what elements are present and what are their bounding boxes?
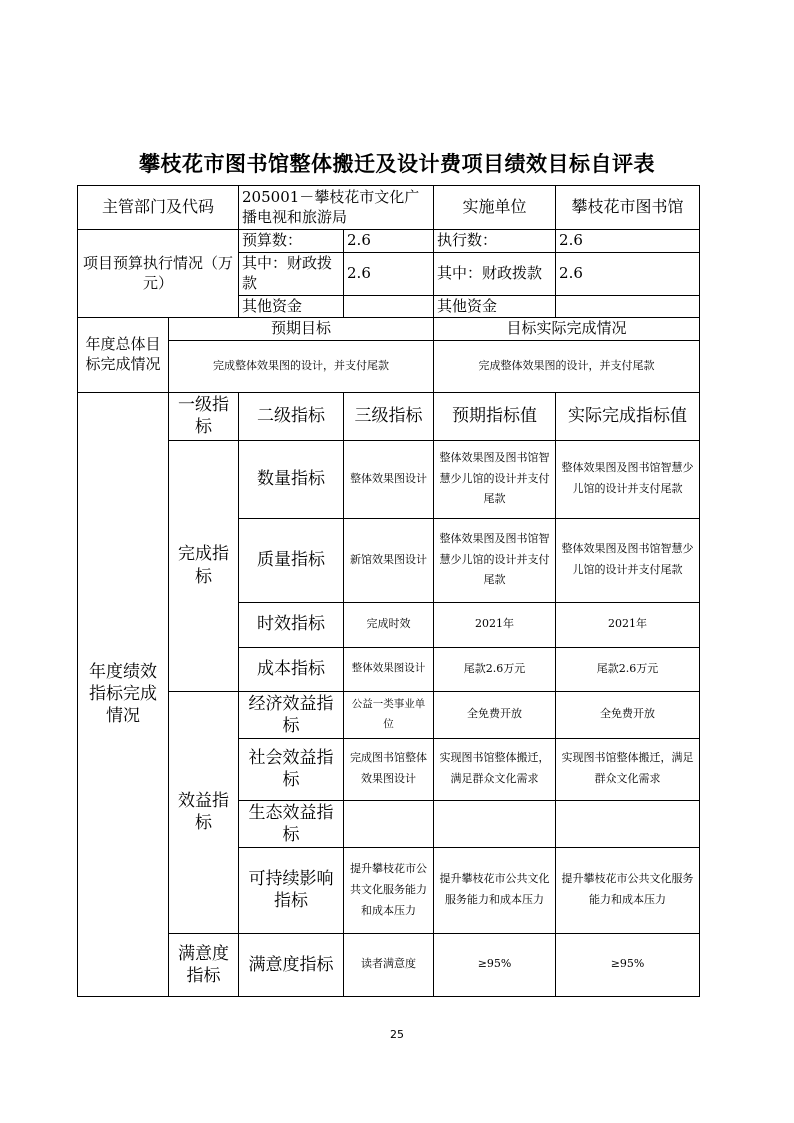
- indicators-section-label: 年度绩效指标完成情况: [78, 392, 169, 996]
- other-value-right: [556, 295, 700, 318]
- exec-amount-value: 2.6: [556, 230, 700, 253]
- actual-cell: 整体效果图及图书馆智慧少儿馆的设计并支付尾款: [556, 518, 700, 602]
- dept-label: 主管部门及代码: [78, 186, 239, 230]
- page-title: 攀枝花市图书馆整体搬迁及设计费项目绩效目标自评表: [139, 152, 655, 176]
- expected-cell: 整体效果图及图书馆智慧少儿馆的设计并支付尾款: [434, 518, 556, 602]
- page-number: 25: [390, 1028, 404, 1041]
- level3-cell: 公益一类事业单位: [344, 691, 434, 738]
- level2-cell: 质量指标: [239, 518, 344, 602]
- budget-amount-label: 预算数：: [239, 230, 344, 253]
- group-name: 效益指标: [169, 691, 239, 933]
- expected-cell: 提升攀枝花市公共文化服务能力和成本压力: [434, 847, 556, 933]
- group-name: 满意度指标: [169, 933, 239, 996]
- actual-cell: 整体效果图及图书馆智慧少儿馆的设计并支付尾款: [556, 440, 700, 518]
- actual-cell: 提升攀枝花市公共文化服务能力和成本压力: [556, 847, 700, 933]
- level2-cell: 满意度指标: [239, 933, 344, 996]
- actual-cell: 2021年: [556, 602, 700, 647]
- expected-goal-text: 完成整体效果图的设计，并支付尾款: [169, 340, 434, 392]
- level2-cell: 社会效益指标: [239, 738, 344, 800]
- expected-cell: 实现图书馆整体搬迁，满足群众文化需求: [434, 738, 556, 800]
- level3-cell: 整体效果图设计: [344, 647, 434, 691]
- level3-cell: 读者满意度: [344, 933, 434, 996]
- expected-cell: [434, 800, 556, 847]
- level2-cell: 成本指标: [239, 647, 344, 691]
- level2-cell: 时效指标: [239, 602, 344, 647]
- fiscal-label-right: 其中：财政拨款: [434, 252, 556, 295]
- unit-label: 实施单位: [434, 186, 556, 230]
- actual-cell: 实现图书馆整体搬迁，满足群众文化需求: [556, 738, 700, 800]
- level3-cell: 完成时效: [344, 602, 434, 647]
- actual-cell: 全免费开放: [556, 691, 700, 738]
- fiscal-value-right: 2.6: [556, 252, 700, 295]
- actual-cell: ≥95%: [556, 933, 700, 996]
- col-header-level2: 二级指标: [239, 392, 344, 440]
- actual-cell: [556, 800, 700, 847]
- expected-goal-header: 预期目标: [169, 318, 434, 341]
- level3-cell: 新馆效果图设计: [344, 518, 434, 602]
- unit-value: 攀枝花市图书馆: [556, 186, 700, 230]
- expected-cell: 全免费开放: [434, 691, 556, 738]
- expected-cell: 整体效果图及图书馆智慧少儿馆的设计并支付尾款: [434, 440, 556, 518]
- level2-cell: 生态效益指标: [239, 800, 344, 847]
- evaluation-table: [77, 185, 700, 997]
- actual-goal-text: 完成整体效果图的设计，并支付尾款: [434, 340, 700, 392]
- level2-cell: 数量指标: [239, 440, 344, 518]
- budget-label: 项目预算执行情况（万元）: [78, 230, 239, 318]
- dept-value: 205001－攀枝花市文化广播电视和旅游局: [239, 186, 434, 230]
- group-name: 完成指标: [169, 440, 239, 691]
- exec-amount-label: 执行数：: [434, 230, 556, 253]
- actual-cell: 尾款2.6万元: [556, 647, 700, 691]
- col-header-actual: 实际完成指标值: [556, 392, 700, 440]
- other-value-left: [344, 295, 434, 318]
- expected-cell: 2021年: [434, 602, 556, 647]
- level2-cell: 经济效益指标: [239, 691, 344, 738]
- level3-cell: 完成图书馆整体效果图设计: [344, 738, 434, 800]
- actual-goal-header: 目标实际完成情况: [434, 318, 700, 341]
- expected-cell: ≥95%: [434, 933, 556, 996]
- annual-goal-label: 年度总体目标完成情况: [78, 318, 169, 393]
- col-header-expected: 预期指标值: [434, 392, 556, 440]
- expected-cell: 尾款2.6万元: [434, 647, 556, 691]
- budget-amount-value: 2.6: [344, 230, 434, 253]
- other-label-right: 其他资金: [434, 295, 556, 318]
- level3-cell: [344, 800, 434, 847]
- level2-cell: 可持续影响 指标: [239, 847, 344, 933]
- col-header-level1: 一级指标: [169, 392, 239, 440]
- fiscal-value-left: 2.6: [344, 252, 434, 295]
- level3-cell: 提升攀枝花市公共文化服务能力和成本压力: [344, 847, 434, 933]
- level3-cell: 整体效果图设计: [344, 440, 434, 518]
- fiscal-label-left: 其中：财政拨款: [239, 252, 344, 295]
- other-label-left: 其他资金: [239, 295, 344, 318]
- col-header-level3: 三级指标: [344, 392, 434, 440]
